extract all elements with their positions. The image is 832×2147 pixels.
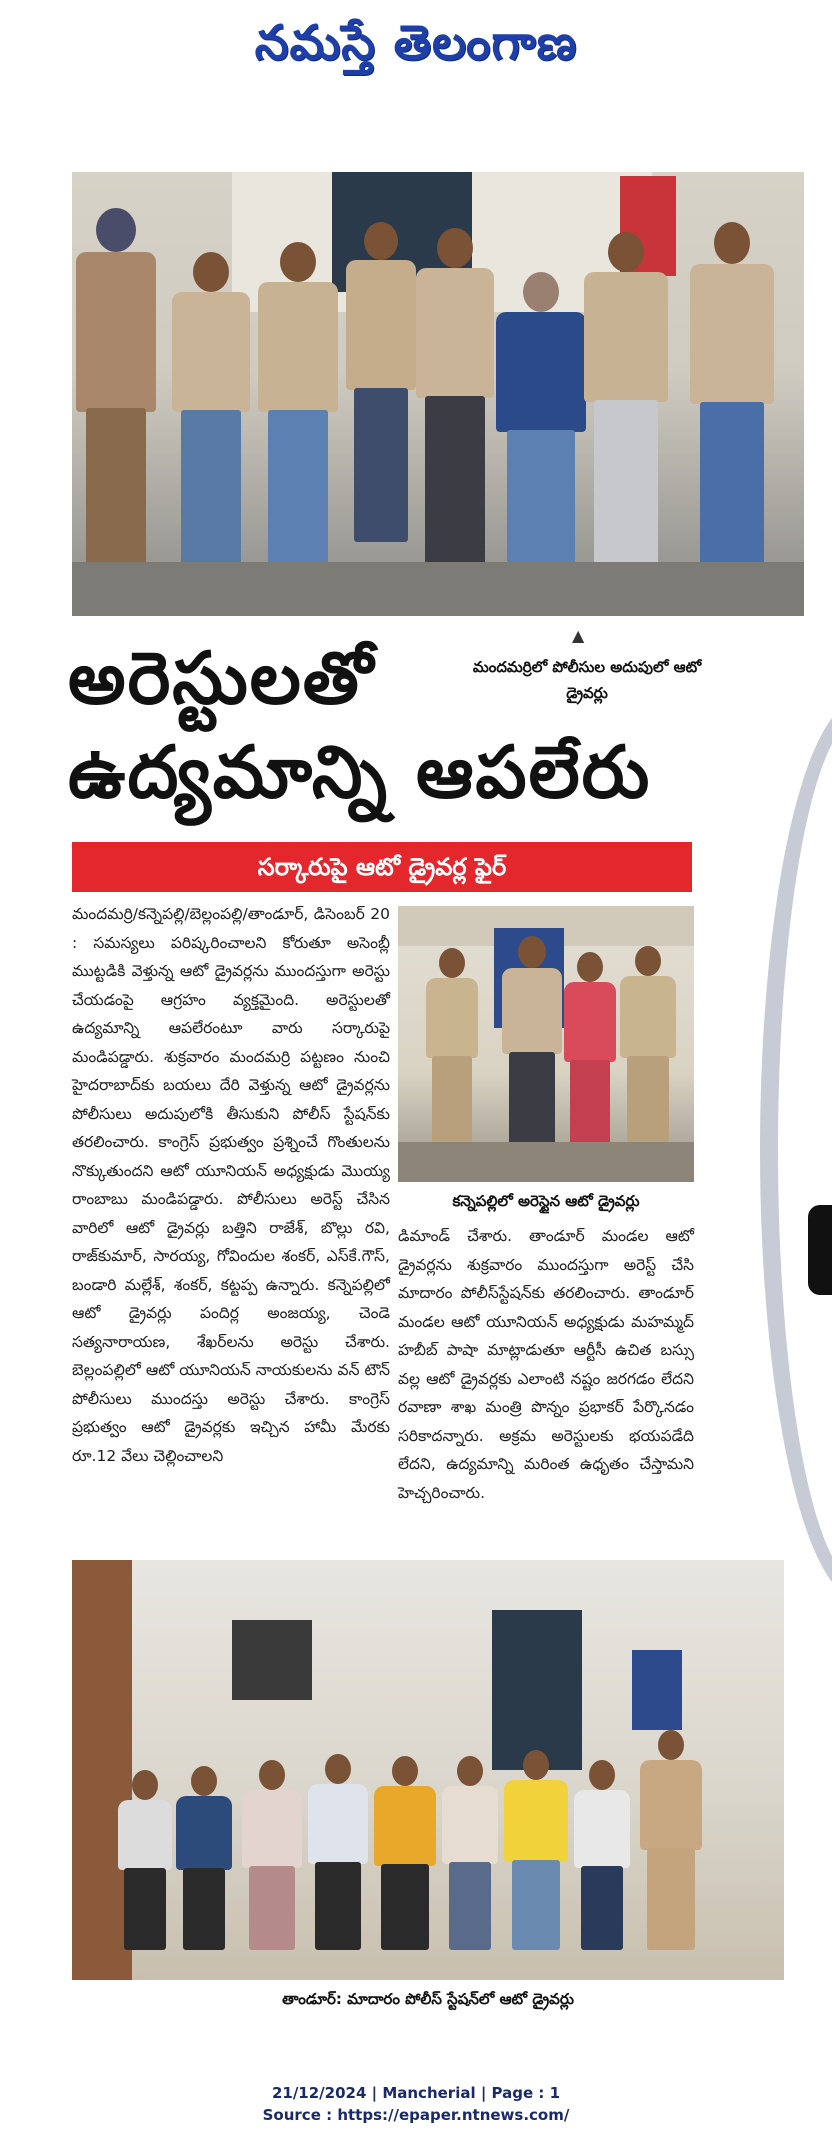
- person: [242, 1760, 302, 1950]
- person: [172, 252, 250, 586]
- newspaper-title: నమస్తే తెలంగాణ: [254, 15, 578, 71]
- headline-line-2: ఉద్యమాన్ని ఆపలేరు: [68, 730, 652, 814]
- person: [564, 952, 616, 1148]
- person: [374, 1756, 436, 1950]
- bottom-photo: [72, 1560, 784, 1980]
- person: [426, 948, 478, 1148]
- bottom-photo-caption: తాండూర్: మాదారం పోలీస్ స్టేషన్‌లో ఆటో డ్రైవర్లు: [282, 1990, 574, 2008]
- top-photo: [72, 172, 804, 616]
- masthead: [0, 8, 832, 78]
- person: [620, 946, 676, 1148]
- person: [76, 208, 156, 586]
- person: [176, 1766, 232, 1950]
- article-body-right: డిమాండ్ చేశారు. తాండూర్ మండల ఆటో డ్రైవర్లను శుక్రవారం ముందస్తుగా అరెస్ట్ చేసి మాదారం పోలీస్‌స్టేషన్‌కు తరలించారు. తాండూర్ మండల ఆటో యూనియన్ అధ్యక్షుడు మహమ్మద్ హబీబ్ పాషా మాట్లాడుతూ ఆర్టీసీ ఉచిత బస్సు వల్ల ఆటో డ్రైవర్లకు ఎలాంటి నష్టం జరగడం లేదని రవాణా శాఖ మంత్రి పొన్నం ప్రభాకర్ పేర్కొనడం సరికాదన్నారు. అక్రమ అరెస్టులకు భయపడేది లేదని, ఉద్యమాన్ని మరింత ఉధృతం చేస్తామని హెచ్చరించారు.: [398, 1227, 694, 1502]
- person: [502, 936, 562, 1148]
- edition-info: 21/12/2024 | Mancherial | Page : 1: [271, 2084, 561, 2102]
- article-body-left: మందమర్రి/కన్నెపల్లి/బెల్లంపల్లి/తాండూర్, డిసెంబర్ 20 : సమస్యలు పరిష్కరించాలని కోరుతూ అసెంబ్లీ ముట్టడికి వెళ్తున్న ఆటో డ్రైవర్లను ముందస్తుగా అరెస్టు చేయడంపై ఆగ్రహం వ్యక్తమైంది. అరెస్టులతో ఉద్యమాన్ని ఆపలేరంటూ వారు సర్కారుపై మండిపడ్డారు. శుక్రవారం మందమర్రి పట్టణం నుంచి హైదరాబాద్‌కు బయలు దేరి వెళ్తున్న ఆటో డ్రైవర్లను పోలీసులు అదుపులోకి తీసుకుని పోలీస్ స్టేషన్‌కు తరలించారు. కాంగ్రెస్ ప్రభుత్వం ప్రశ్నించే గొంతులను నొక్కుతుందని ఆటో యూనియన్ అధ్యక్షుడు మొయ్య రాంబాబు మండిపడ్డారు. పోలీసులు అరెస్ట్ చేసిన వారిలో ఆటో డ్రైవర్లు బత్తిని రాజేశ్, బొల్లు రవి, రాజ్‌కుమార్, సారయ్య, గోవిందుల శంకర్, ఎస్‌కే.గౌస్, బండారి మల్లేశ్, శంకర్, కట్టప్ప ఉన్నారు. కన్నెపల్లిలో ఆటో డ్రైవర్లు పందిర్ల అంజయ్య, చెండె సత్యనారాయణ, శేఖర్‌లను అరెస్టు చేశారు. బెల్లంపల్లిలో ఆటో యూనియన్ నాయకులను వన్ టౌన్ పోలీసులు ముందస్తు అరెస్టు చేశారు. కాంగ్రెస్ ప్రభుత్వం ఆటో డ్రైవర్లకు ఇచ్చిన హామీ మేరకు రూ.12 వేలు చెల్లించాలని: [72, 905, 390, 1465]
- decorative-arc: [760, 700, 832, 1600]
- police-board: [632, 1650, 682, 1730]
- person: [416, 228, 494, 578]
- person: [504, 1750, 568, 1950]
- person: [690, 222, 774, 588]
- decorative-mark: [808, 1205, 832, 1295]
- person: [346, 222, 416, 542]
- subheadline-banner: సర్కారుపై ఆటో డ్రైవర్ల ఫైర్: [72, 842, 692, 892]
- middle-photo: [398, 906, 694, 1182]
- person: [118, 1770, 172, 1950]
- person: [442, 1756, 498, 1950]
- headline-line-1: అరెస్టులతో: [68, 636, 376, 720]
- ground: [72, 562, 804, 616]
- person: [258, 242, 338, 586]
- window: [232, 1620, 312, 1700]
- person: [584, 232, 668, 586]
- person: [496, 272, 586, 582]
- person: [574, 1760, 630, 1950]
- station-door: [492, 1610, 582, 1770]
- person: [640, 1730, 702, 1950]
- middle-photo-caption: కన్నెపల్లిలో అరెస్టైన ఆటో డ్రైవర్లు: [452, 1192, 640, 1210]
- caret-up-icon: ▲: [572, 626, 585, 645]
- source-link[interactable]: Source : https://epaper.ntnews.com/: [262, 2106, 570, 2124]
- person: [308, 1754, 368, 1950]
- photo-kicker: మందమర్రిలో పోలీసుల అదుపులో ఆటో డ్రైవర్లు: [472, 658, 702, 702]
